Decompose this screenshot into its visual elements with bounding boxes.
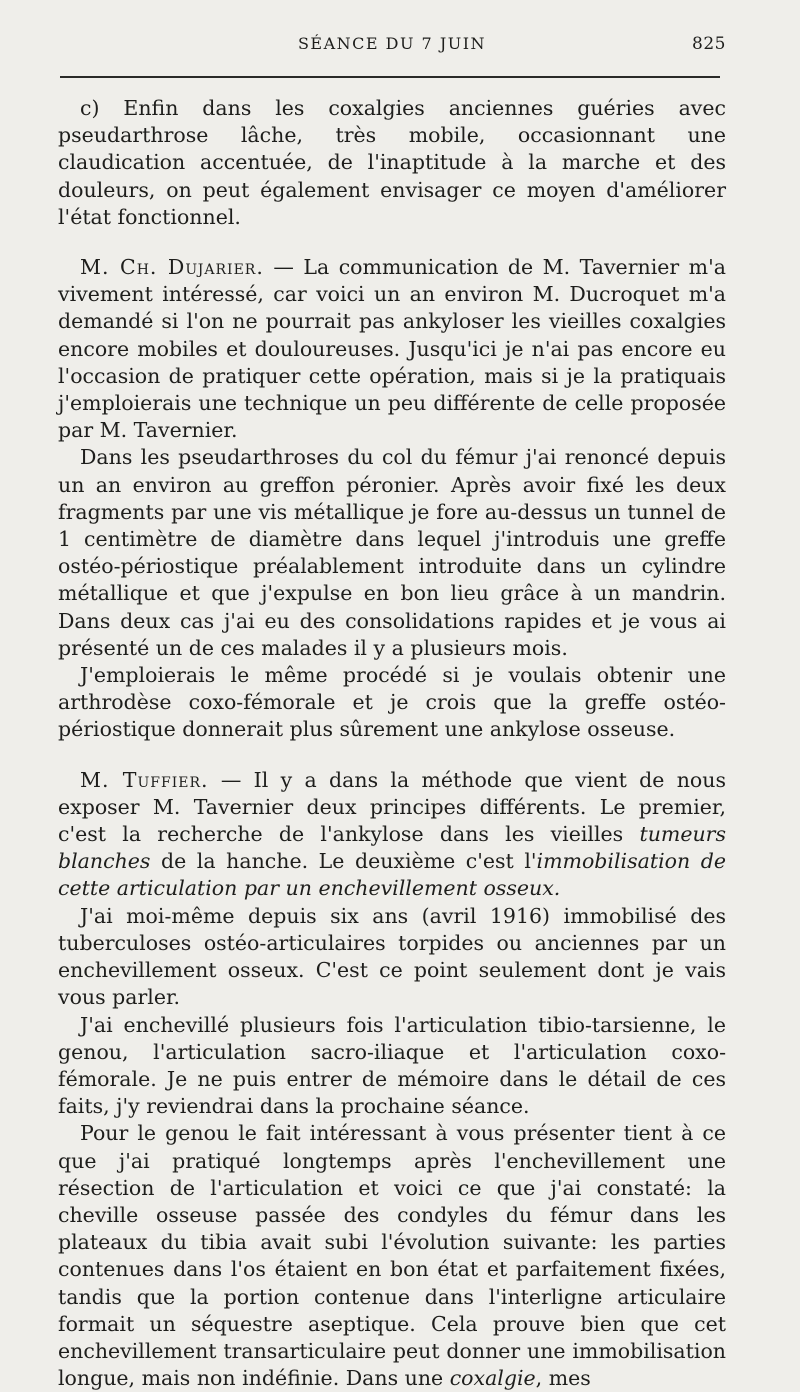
- paragraph-tuffier: [58, 767, 726, 903]
- paragraph-text: J'ai moi-même depuis six ans (avril 1916) immobilisé des tuberculoses ostéo-articulaires torpides ou anciennes par un enchevillement osseux. C'est ce point seulement dont je vais vous parler.: [58, 903, 726, 1010]
- paragraph-arthrodese: [58, 662, 726, 744]
- running-title: SÉANCE DU 7 JUIN: [297, 34, 487, 53]
- speaker-name: M. Ch. Dujarier.: [80, 255, 264, 280]
- italic-text: tumeurs blanches: [58, 822, 726, 874]
- paragraph-text: Pour le genou le fait intéressant à vous présenter tient à ce que j'ai pratiqué longtemps après l'enchevillement une résection de l'articulation et voici ce que j'ai constaté: la cheville osseuse passée des condyles du fémur dans les plateaux du tibia avait subi l'évolution suivante: les parties contenues dans l'os étaient en bon état et parfaitement fixées, tandis que la portion contenue dans l'interligne articulaire formait un séquestre aseptique. Cela prouve bien que cet enchevillement transarticulaire peut donner une immobilisation longue, mais non indéfinie. Dans une: [58, 1121, 726, 1391]
- paragraph-coxalgies-anciennes: [58, 95, 726, 231]
- paragraph-text: c) Enfin dans les coxalgies anciennes guéries avec pseudarthrose lâche, très mobile, occasionnant une claudication accentuée, de l'inaptitude à la marche et des douleurs, on peut également envisager ce moyen d'améliorer l'état fonctionnel.: [58, 96, 726, 229]
- paragraph-enchevillements: [58, 1012, 726, 1121]
- italic-text: coxalgie: [449, 1366, 536, 1391]
- paragraph-text: , mes: [535, 1366, 591, 1391]
- paragraph-text: J'ai enchevillé plusieurs fois l'articulation tibio-tarsienne, le genou, l'articulation sacro-iliaque et l'articulation coxo-fémorale. Je ne puis entrer de mémoire dans le détail de ces faits, j'y reviendrai dans la prochaine séance.: [58, 1012, 726, 1119]
- paragraph-genou: [58, 1120, 726, 1392]
- page-header: [58, 34, 726, 58]
- header-rule: [60, 76, 720, 78]
- italic-text: immobilisation de cette articulation par un enchevillement osseux.: [58, 849, 726, 901]
- paragraph-pseudarthroses: [58, 444, 726, 662]
- paragraph-text: Dans les pseudarthroses du col du fémur j'ai renoncé depuis un an environ au greffon péronier. Après avoir fixé les deux fragments par une vis métallique je fore au-dessus un tunnel de 1 centimètre de diamètre dans lequel j'introduis une greffe ostéo-périostique préalablement introduite dans un cylindre métallique et que j'expulse en bon lieu grâce à un mandrin. Dans deux cas j'ai eu des consolidations rapides et je vous ai présenté un de ces malades il y a plusieurs mois.: [58, 445, 726, 660]
- paragraph-text: de la hanche. Le deuxième c'est l': [150, 849, 537, 874]
- speaker-name: M. Tuffier.: [80, 767, 209, 792]
- page-number: 825: [692, 34, 726, 54]
- paragraph-dujarier: [58, 254, 726, 444]
- paragraph-text: — Il y a dans la méthode que vient de nous exposer M. Tavernier deux principes différents. Le premier, c'est la recherche de l'ankylose dans les vieilles: [58, 767, 726, 847]
- paragraph-text: — La communication de M. Tavernier m'a vivement intéressé, car voici un an environ M. Ducroquet m'a demandé si l'on ne pourrait pas ankyloser les vieilles coxalgies encore mobiles et douloureuses. Jusqu'ici je n'ai pas encore eu l'occasion de pratiquer cette opération, mais si je la pratiquais j'emploierais une technique un peu différente de celle proposée par M. Tavernier.: [58, 255, 726, 443]
- paragraph-text: J'emploierais le même procédé si je voulais obtenir une arthrodèse coxo-fémorale et je crois que la greffe ostéo-périostique donnerait plus sûrement une ankylose osseuse.: [58, 663, 726, 742]
- paragraph-tuberculoses: [58, 903, 726, 1012]
- body-text: [58, 95, 726, 1392]
